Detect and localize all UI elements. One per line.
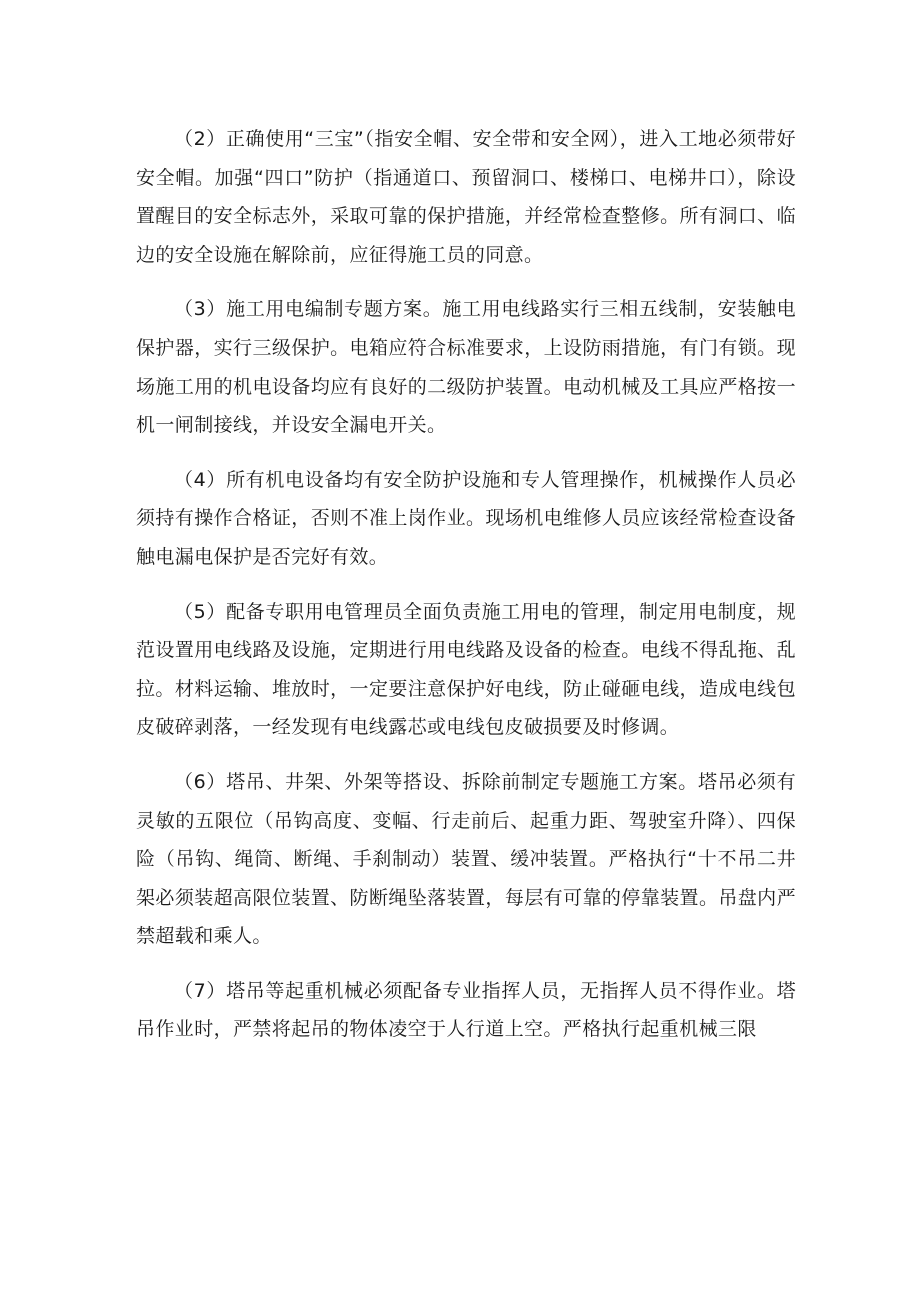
paragraph-item-6: （6）塔吊、井架、外架等搭设、拆除前制定专题施工方案。塔吊必须有灵敏的五限位（吊钩高度、变幅、行走前后、起重力距、驾驶室升降）、四保险（吊钩、绳筒、断绳、手刹制动）装置、缓冲装置。严格执行“十不吊二井架必须装超高限位装置、防断绳坠落装置，每层有可靠的停靠装置。吊盘内严禁超载和乘人。 xyxy=(136,770,796,948)
document-body xyxy=(136,120,796,1065)
paragraph-item-4: （4）所有机电设备均有安全防护设施和专人管理操作，机械操作人员必须持有操作合格证，否则不准上岗作业。现场机电维修人员应该经常检查设备触电漏电保护是否完好有效。 xyxy=(136,468,796,568)
paragraph-item-5: （5）配备专职用电管理员全面负责施工用电的管理，制定用电制度，规范设置用电线路及设施，定期进行用电线路及设备的检查。电线不得乱拖、乱拉。材料运输、堆放时，一定要注意保护好电线，防止碰砸电线，造成电线包皮破碎剥落，一经发现有电线露芯或电线包皮破损要及时修调。 xyxy=(136,600,796,739)
paragraph-item-7: （7）塔吊等起重机械必须配备专业指挥人员，无指挥人员不得作业。塔吊作业时，严禁将起吊的物体凌空于人行道上空。严格执行起重机械三限 xyxy=(136,979,796,1041)
paragraph-item-3: （3）施工用电编制专题方案。施工用电线路实行三相五线制，安装触电保护器，实行三级保护。电箱应符合标准要求，上设防雨措施，有门有锁。现场施工用的机电设备均应有良好的二级防护装置。电动机械及工具应严格按一机一闸制接线，并设安全漏电开关。 xyxy=(136,298,796,437)
paragraph-item-2: （2）正确使用“三宝”（指安全帽、安全带和安全网），进入工地必须带好安全帽。加强“四口”防护（指通道口、预留洞口、楼梯口、电梯井口），除设置醒目的安全标志外，采取可靠的保护措施，并经常检查整修。所有洞口、临边的安全设施在解除前，应征得施工员的同意。 xyxy=(136,128,796,266)
